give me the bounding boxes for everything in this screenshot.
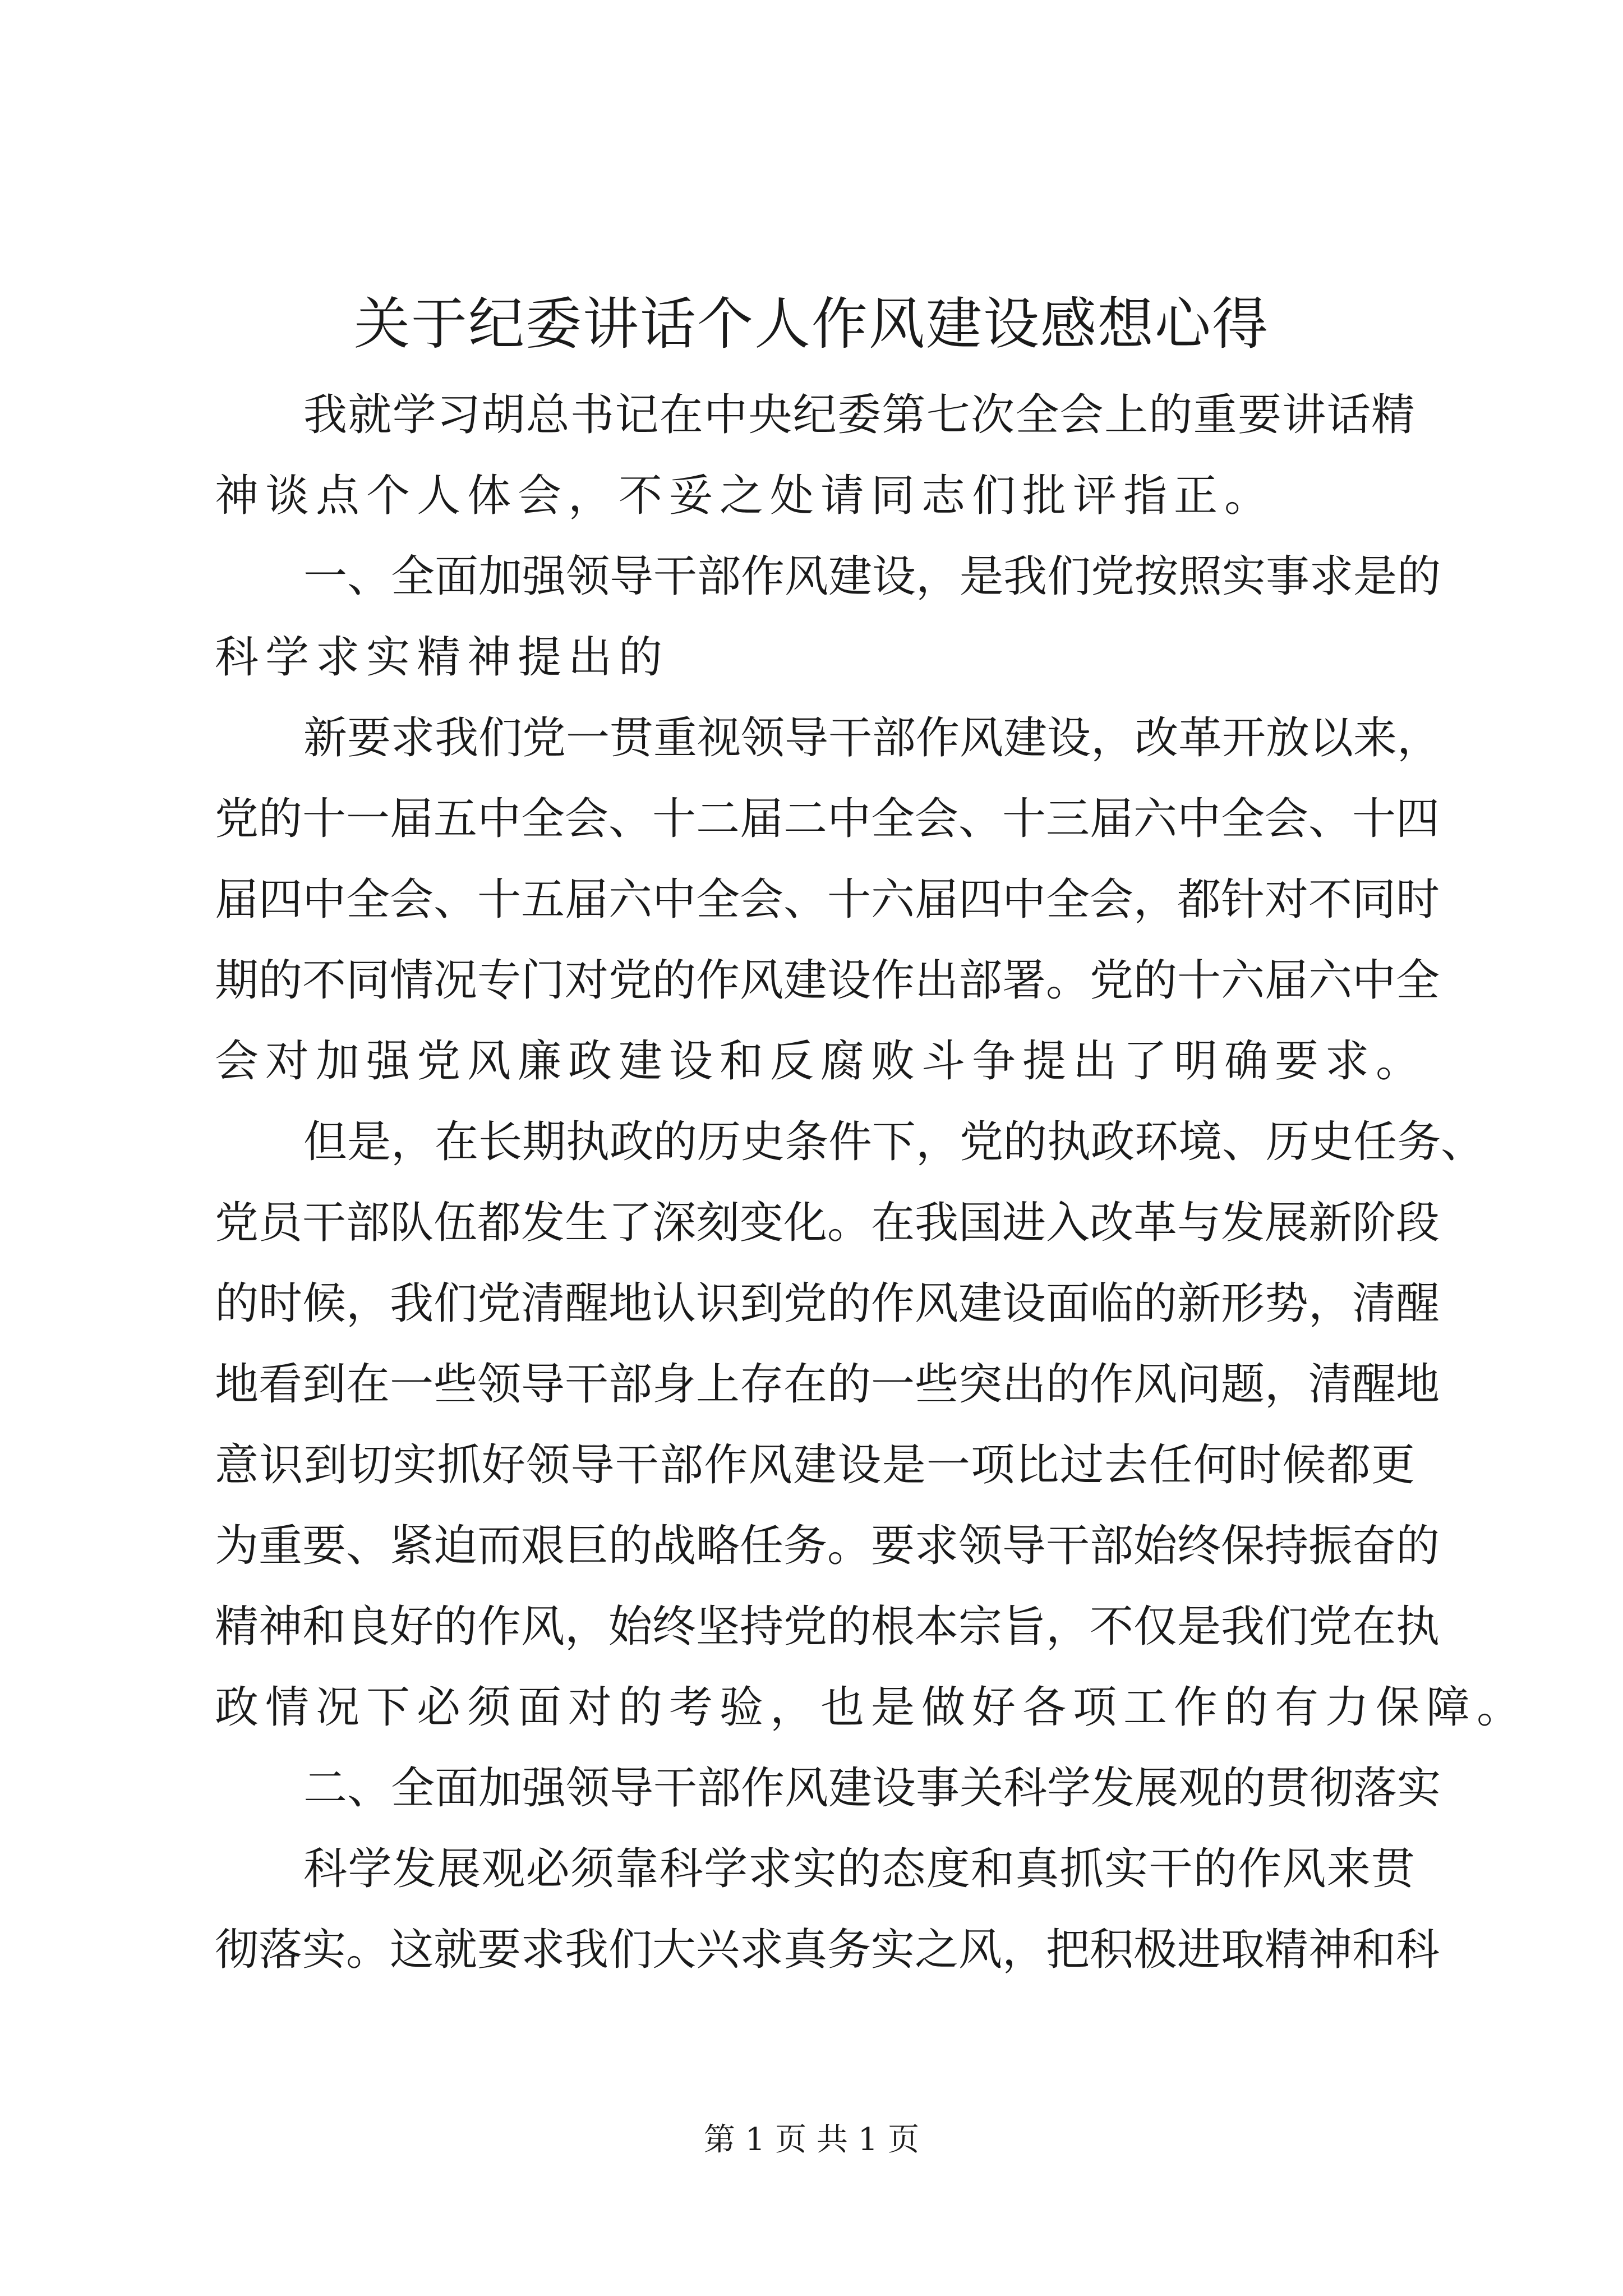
body-line-text: 新要求我们党一贯重视领导干部作风建设，改革开放以来，: [303, 713, 1441, 763]
body-line: [215, 1829, 1415, 1910]
body-line-text: 期的不同情况专门对党的作风建设作出部署。党的十六届六中全: [215, 955, 1440, 1006]
body-line: [215, 1182, 1440, 1263]
body-line-text: 党员干部队伍都发生了深刻变化。在我国进入改革与发展新阶段: [215, 1198, 1440, 1248]
body-line-text: 的时候，我们党清醒地认识到党的作风建设面临的新形势，清醒: [215, 1278, 1440, 1329]
body-line-text: 精神和良好的作风，始终坚持党的根本宗旨，不仅是我们党在执: [215, 1602, 1440, 1652]
body-line-text: 地看到在一些领导干部身上存在的一些突出的作风问题，清醒地: [215, 1359, 1440, 1410]
body-line-text: 一、全面加强领导干部作风建设，是我们党按照实事求是的: [303, 551, 1441, 602]
body-line-text: 为重要、紧迫而艰巨的战略任务。要求领导干部始终保持振奋的: [215, 1521, 1440, 1571]
body-line: [215, 1586, 1440, 1667]
body-line: [215, 1344, 1440, 1425]
body-line-text: 但是，在长期执政的历史条件下，党的执政环境、历史任务、: [303, 1117, 1485, 1167]
body-line-text: 彻落实。这就要求我们大兴求真务实之风，把积极进取精神和科: [215, 1925, 1440, 1975]
page-footer: 第 1 页 共 1 页: [703, 2122, 920, 2158]
body-line: [215, 1263, 1440, 1344]
body-line: [215, 1102, 1485, 1182]
body-line: [215, 1425, 1415, 1506]
document-title: 关于纪委讲话个人作风建设感想心得: [354, 291, 1269, 357]
body-line: [215, 375, 1415, 455]
body-line-text: 意识到切实抓好领导干部作风建设是一项比过去任何时候都更: [215, 1440, 1415, 1490]
body-line: [215, 859, 1440, 940]
body-line-text: 会对加强党风廉政建设和反腐败斗争提出了明确要求。: [215, 1036, 1427, 1087]
body-line: [215, 1021, 1427, 1102]
body-line: [215, 617, 1415, 698]
body-line-text: 届四中全会、十五届六中全会、十六届四中全会，都针对不同时: [215, 875, 1440, 925]
body-line: [215, 455, 1415, 536]
document-body: [215, 375, 1528, 1990]
body-line: [215, 1910, 1440, 1990]
body-line: [215, 779, 1440, 859]
body-line: [215, 1506, 1440, 1586]
body-line: [215, 536, 1441, 617]
body-line: [215, 940, 1440, 1021]
body-line-text: 政情况下必须面对的考验，也是做好各项工作的有力保障。: [215, 1682, 1528, 1733]
body-line-text: 神谈点个人体会，不妥之处请同志们批评指正。: [215, 471, 1275, 521]
body-line-text: 科学求实精神提出的: [215, 632, 670, 683]
body-line: [215, 1748, 1441, 1829]
body-line-text: 二、全面加强领导干部作风建设事关科学发展观的贯彻落实: [303, 1763, 1441, 1814]
body-line: [215, 1667, 1528, 1748]
body-line: [215, 698, 1441, 779]
body-line-text: 科学发展观必须靠科学求实的态度和真抓实干的作风来贯: [303, 1844, 1415, 1894]
body-line-text: 党的十一届五中全会、十二届二中全会、十三届六中全会、十四: [215, 794, 1440, 844]
body-line-text: 我就学习胡总书记在中央纪委第七次全会上的重要讲话精: [303, 390, 1415, 440]
